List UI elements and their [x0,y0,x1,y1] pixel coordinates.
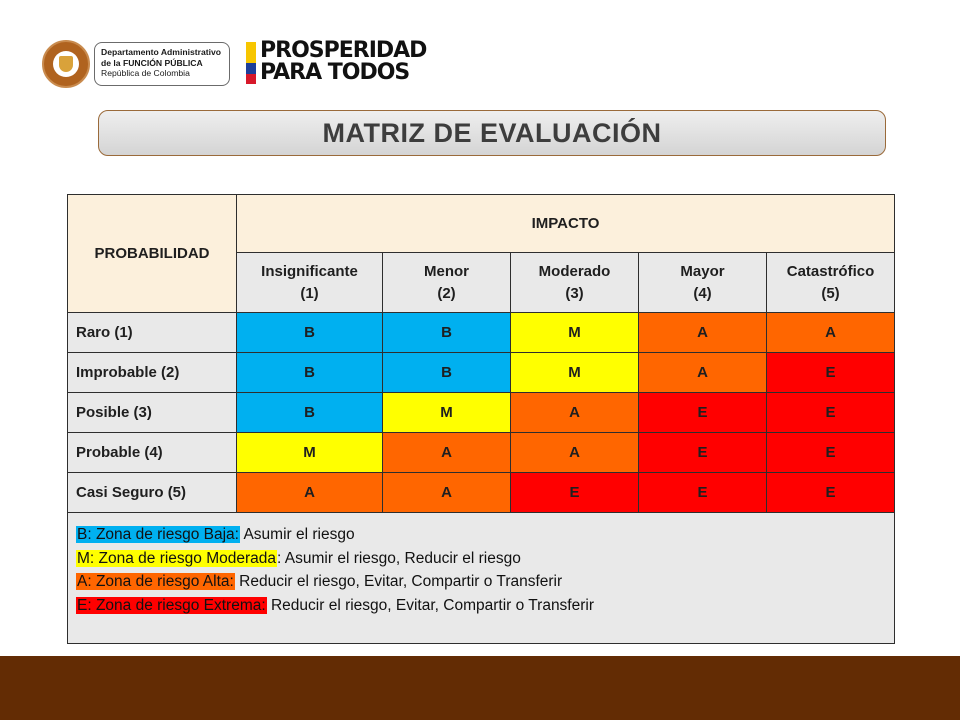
legend-zone: E: Zona de riesgo Extrema: [77,596,266,614]
probability-row [68,393,895,433]
probability-row [68,353,895,393]
risk-cell: A [511,433,639,473]
probability-header: PROBABILIDAD [68,195,237,313]
dafp-line2: de la FUNCIÓN PÚBLICA [101,57,203,68]
legend-actions: Reducir el riesgo, Evitar, Compartir o Transferir [234,573,563,590]
legend-zone: A: Zona de riesgo Alta: [77,573,234,590]
risk-cell: E [767,473,895,513]
risk-cell: M [237,433,383,473]
risk-cell: E [639,433,767,473]
risk-cell: A [511,393,639,433]
dafp-logo [42,38,232,90]
risk-cell: B [237,353,383,393]
dafp-line1: Departamento Administrativo [101,47,222,57]
row-label: Posible (3) [68,393,237,433]
risk-cell: E [767,393,895,433]
risk-cell: B [237,393,383,433]
row-label: Casi Seguro (5) [68,473,237,513]
prosperidad-logo [246,38,427,86]
row-label: Probable (4) [68,433,237,473]
risk-cell: A [383,473,511,513]
legend-zone: M: Zona de riesgo Moderada [77,549,277,567]
row-label: Raro (1) [68,313,237,353]
risk-cell: B [383,353,511,393]
impact-level: Insignificante (1) [237,253,383,313]
legend-actions: Reducir el riesgo, Evitar, Compartir o Transferir [266,596,595,614]
risk-cell: A [237,473,383,513]
risk-cell: E [767,353,895,393]
risk-cell: A [767,313,895,353]
risk-cell: M [511,313,639,353]
risk-cell: B [237,313,383,353]
legend-line [76,570,886,594]
page-title: MATRIZ DE EVALUACIÓN [322,117,662,148]
impact-level: Menor (2) [383,253,511,313]
prosperidad-line2: PARA TODOS [260,60,410,85]
risk-cell: M [511,353,639,393]
title-banner [98,110,886,156]
risk-cell: A [639,313,767,353]
risk-cell: M [383,393,511,433]
risk-cell: E [639,473,767,513]
row-label: Improbable (2) [68,353,237,393]
impact-level: Mayor (4) [639,253,767,313]
impact-level: Catastrófico (5) [767,253,895,313]
prosperidad-line1: PROSPERIDAD [260,38,427,63]
risk-evaluation-matrix [67,194,895,644]
risk-cell: A [639,353,767,393]
legend-zone: B: Zona de riesgo Baja: [77,526,239,543]
risk-cell: E [767,433,895,473]
probability-row [68,433,895,473]
risk-cell: E [639,393,767,433]
impact-level: Moderado (3) [511,253,639,313]
risk-cell: B [383,313,511,353]
legend-actions: : Asumir el riesgo, Reducir el riesgo [277,549,521,567]
impact-header: IMPACTO [237,195,895,253]
colombia-flag-icon [246,42,256,84]
risk-legend [68,513,895,644]
dafp-name-box [94,42,230,86]
risk-cell: A [383,433,511,473]
legend-line [76,594,886,618]
colombia-seal-icon [42,40,90,88]
dafp-line3: República de Colombia [101,68,190,78]
legend-line [76,547,886,571]
risk-cell: E [511,473,639,513]
legend-actions: Asumir el riesgo [240,526,355,543]
legend-line [76,523,886,547]
footer-bar [0,656,960,720]
probability-row [68,473,895,513]
probability-row [68,313,895,353]
